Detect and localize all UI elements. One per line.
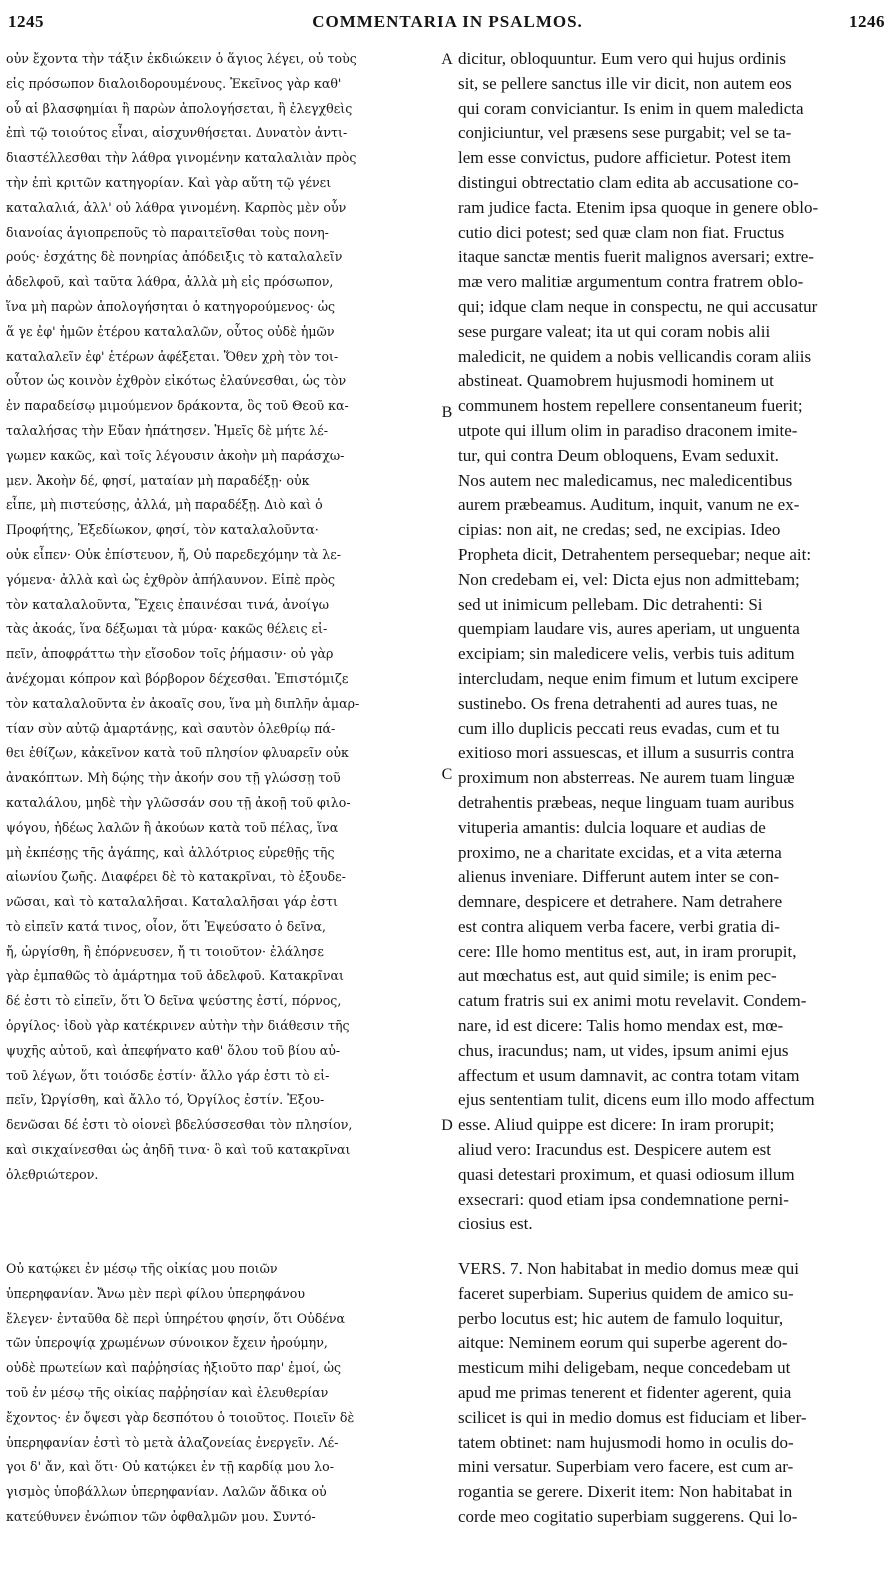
greek-text-line: καταλαλιά, ἀλλ' οὐ λάθρα γινομένη. Καρπὸς μὲν οὖν — [6, 199, 347, 215]
page-number-right: 1246 — [849, 12, 885, 31]
margin-letter-b: B — [441, 404, 453, 421]
latin-text-line: proximum non absterreas. Ne aurem tuam linguæ — [458, 768, 795, 788]
greek-text-line: τοῦ ἐν μέσῳ τῆς οἰκίας παῤῥησίαν καὶ ἐλευθερίαν — [6, 1384, 329, 1400]
greek-text-line: εἰς πρόσωπον διαλοιδορουμένους. Ἐκεῖνος γὰρ καθ' — [6, 75, 342, 91]
latin-text-line: aitque: Neminem eorum qui superbe agerent do- — [458, 1333, 788, 1353]
greek-text-line: νῶσαι, καὶ τὸ καταλαλῆσαι. Καταλαλῆσαι γάρ ἐστι — [6, 894, 338, 910]
greek-text-line: οὗ αἱ βλασφημίαι ἢ παρὼν ἀπολογήσεται, ἢ ἐλεγχθεὶς — [6, 100, 353, 116]
latin-text-line: mesticum mihi deligebam, neque concedebam ut — [458, 1358, 791, 1378]
latin-text-line: rogantia se gerere. Dixerit item: Non habitabat in — [458, 1482, 793, 1502]
latin-text-line: aliud vero: Iracundus est. Despicere autem est — [458, 1140, 771, 1160]
latin-text-line: perbo locutus est; hic autem de famulo loquitur, — [458, 1308, 784, 1328]
latin-text-line: communem hostem repellere consentaneum fuerit; — [458, 396, 803, 416]
latin-text-line: sit, se pellere sanctus ille vir dicit, non autem eos — [458, 73, 792, 93]
greek-text-line: οὗτον ὡς κοινὸν ἐχθρὸν εἰκότως ἐλαύνεσθαι, ὡς τὸν — [6, 373, 347, 389]
greek-text-line: διαστέλλεσθαι τὴν λάθρα γινομένην καταλαλιὰν πρὸς — [6, 150, 357, 166]
latin-text-line: cum illo duplicis peccati reus evadas, cum et tu — [458, 718, 780, 738]
greek-text-line: γωμεν κακῶς, καὶ τοῖς λέγουσιν ἀκοὴν μὴ παράσχω- — [6, 447, 345, 463]
greek-text-line: διανοίας ἁγιοπρεποῦς τὸ παραιτεῖσθαι τοὺς πονη- — [6, 224, 329, 240]
greek-text-line: ἀνέχομαι κόπρον καὶ βόρβορον δέχεσθαι. Ἐπιστόμιζε — [6, 670, 349, 686]
greek-text-line: ἀδελφοῦ, καὶ ταῦτα λάθρα, ἀλλὰ μὴ εἰς πρόσωπον, — [6, 274, 334, 290]
latin-text-line: VERS. 7. Non habitabat in medio domus meæ qui — [458, 1259, 799, 1278]
latin-text-line: utpote qui illum olim in paradiso draconem imite- — [458, 420, 798, 440]
greek-text-line: αἰωνίου ζωῆς. Διαφέρει δὲ τὸ κατακρῖναι, τὸ ἐξουδε- — [6, 869, 346, 885]
latin-text-line: abstineat. Quamobrem hujusmodi hominem ut — [458, 371, 774, 391]
greek-text-line: καὶ σικχαίνεσθαι ὡς ἀηδῆ τινα· ὃ καὶ τοῦ κατακρῖναι — [6, 1142, 351, 1158]
greek-text-line: οὐν ἔχοντα τὴν τάξιν ἐκδιώκειν ὁ ἅγιος λέγει, οὐ τοὺς — [6, 51, 357, 66]
greek-verse-block — [6, 1257, 354, 1530]
latin-text-line: distingui obtrectatio clam edita ab accusatione co- — [458, 172, 799, 192]
greek-text-line: τὰς ἀκοάς, ἵνα δέξωμαι τὰ μύρα· κακῶς θέλεις εἰ- — [6, 621, 328, 637]
latin-text-line: chus, iracundus; nam, ut vides, ipsum animi ejus — [458, 1040, 789, 1060]
latin-text-line: ejus sententiam tulit, dicens eum illo modo affectum — [458, 1090, 815, 1110]
greek-text-line: ψυχῆς αὐτοῦ, καὶ ἀπεφήνατο καθ' ὅλου τοῦ βίου αὐ- — [6, 1042, 341, 1058]
latin-text-line: excipiam; sin maledicere velis, verbis tuis aditum — [458, 644, 795, 664]
latin-text-line: aurem præbeamus. Auditum, inquit, vanum ne ex- — [458, 495, 800, 515]
latin-text-line: mæ vero malitiæ argumentum contra fratrem oblo- — [458, 272, 804, 292]
latin-text-line: demnare, despicere et detrahere. Nam detrahere — [458, 892, 783, 912]
greek-text-line: μὴ ἐκπέσῃς τῆς ἀγάπης, καὶ ἀλλότριος εὑρεθῇς τῆς — [6, 844, 335, 860]
latin-text-line: qui coram conviciantur. Is enim in quem maledicta — [458, 98, 804, 118]
latin-text-line: lem esse convictus, pudore afficietur. Potest item — [458, 148, 791, 168]
latin-text-line: quasi detestari proximum, et quasi odiosum illum — [458, 1164, 795, 1184]
running-title: COMMENTARIA IN PSALMOS. — [312, 12, 583, 31]
greek-text-line: ἐπὶ τῷ τοιούτος εἶναι, αἰσχυνθήσεται. Δυνατὸν ἀντι- — [6, 125, 348, 141]
latin-text-line: quempiam laudare vis, aures aperiam, ut unguenta — [458, 619, 800, 639]
greek-column — [6, 47, 436, 1524]
greek-text-line: Προφήτης, Ἐξεδίωκον, φησί, τὸν καταλαλοῦντα· — [6, 522, 319, 538]
latin-text-line: ram judice facta. Etenim ipsa quoque in genere oblo- — [458, 197, 819, 217]
latin-text-line: exsecrari: quod etiam ipsa condemnatione perni- — [458, 1189, 789, 1209]
greek-text-line: θει ἐθίζων, κἀκεῖνον κατὰ τοῦ πλησίον φλυαρεῖν οὐκ — [6, 745, 349, 761]
greek-text-line: ταλαλήσας τὴν Εὔαν ἠπάτησεν. Ἡμεῖς δὲ μήτε λέ- — [6, 422, 328, 438]
latin-text-line: affectum et usum damnavit, ac contra totam vitam — [458, 1065, 800, 1085]
greek-text-line: γισμὸς ὑποβάλλων ὑπερηφανίαν. Λαλῶν ἄδικα οὐ — [6, 1484, 327, 1500]
margin-letter-d: D — [441, 1117, 453, 1134]
greek-text-line: δέ ἐστι τὸ εἰπεῖν, ὅτι Ὁ δεῖνα ψεύστης ἐστί, πόρνος, — [6, 993, 342, 1009]
greek-text-line: τὸν καταλαλοῦντα ἐν ἀκοαῖς σου, ἵνα μὴ διπλῆν ἁμαρ- — [6, 695, 360, 711]
greek-text-line: ψόγου, ἡδέως λαλῶν ἢ ἀκούων κατὰ τοῦ πέλας, ἵνα — [6, 819, 339, 835]
latin-text-line: tatem obtinet: nam hujusmodi homo in oculis do- — [458, 1432, 794, 1452]
latin-text-line: Non credebam ei, vel: Dicta ejus non admittebam; — [458, 569, 800, 589]
latin-text-line: catum fratris sui ex animi motu revelavit. Condem- — [458, 991, 807, 1011]
latin-text-line: alienus inveniare. Differunt autem inter se con- — [458, 867, 780, 887]
latin-text-line: corde meo cogitatio superbiam suggerens. Qui lo- — [458, 1506, 798, 1526]
greek-text-line: ὀλεθριώτερον. — [6, 1166, 99, 1182]
latin-text-line: est contra aliquem verba facere, verbi gratia di- — [458, 916, 780, 936]
greek-commentary-block — [6, 47, 436, 1188]
latin-text-line: qui; idque clam neque in conspectu, ne qui accusatur — [458, 296, 818, 316]
latin-text-line: faceret superbiam. Superius quidem de amico su- — [458, 1283, 794, 1303]
latin-text-line: vituperia amantis: dulcia loquare et audias de — [458, 817, 766, 837]
greek-text-line: οὐδὲ πρωτείων καὶ παῤῥησίας ἠξιοῦτο παρ' ἐμοί, ὡς — [6, 1360, 342, 1376]
latin-verse-block — [458, 1257, 807, 1530]
latin-text-line: cere: Ille homo mentitus est, aut, in iram prorupit, — [458, 941, 797, 961]
greek-text-line: ἐν παραδείσῳ μιμούμενον δράκοντα, ὃς τοῦ Θεοῦ κα- — [6, 398, 349, 414]
greek-text-line: τὸ εἰπεῖν κατά τινος, οἷον, ὅτι Ἐψεύσατο ὁ δεῖνα, — [6, 918, 326, 934]
greek-text-line: ὑπερηφανίαν. Ἄνω μὲν περὶ φίλου ὑπερηφάνου — [6, 1285, 306, 1301]
greek-text-line: ἅ γε ἐφ' ἡμῶν ἑτέρου καταλαλῶν, οὗτος οὐδὲ ἡμῶν — [6, 323, 335, 339]
latin-text-line: ciosius est. — [458, 1214, 533, 1234]
latin-text-line: Nos autem nec maledicamus, nec maledicentibus — [458, 470, 793, 490]
latin-commentary-block — [458, 47, 888, 1237]
greek-text-line: ἵνα μὴ παρὼν ἀπολογήσηται ὁ κατηγορούμενος· ὡς — [6, 298, 336, 314]
latin-text-line: proximo, ne a charitate excidas, et a vita æterna — [458, 842, 782, 862]
latin-text-line: dicitur, obloquuntur. Eum vero qui hujus ordinis — [458, 49, 786, 68]
greek-text-line: ἔχοντος· ἐν ὄψεσι γὰρ δεσπότου ὁ τοιοῦτος. Ποιεῖν δὲ — [6, 1409, 355, 1425]
greek-text-line: ὑπερηφανίαν ἐστὶ τὸ μετὰ ἀλαζονείας ἐνεργεῖν. Λέ- — [6, 1434, 339, 1450]
greek-text-line: κατεύθυνεν ἐνώπιον τῶν ὀφθαλμῶν μου. Συντό- — [6, 1508, 316, 1524]
latin-text-line: tur, qui contra Deum obloquens, Evam seduxit. — [458, 445, 779, 465]
latin-text-line: conjiciuntur, vel præsens sese purgabit; vel se ta- — [458, 123, 792, 143]
greek-text-line: τὸν καταλαλοῦντα, Ἔχεις ἐπαινέσαι τινά, ἀνοίγω — [6, 596, 329, 612]
greek-text-line: τοῦ λέγων, ὅτι τοιόσδε ἐστίν· ἄλλο γάρ ἐστι τὸ εἰ- — [6, 1067, 330, 1083]
greek-text-line: ἤ, ὠργίσθη, ἢ ἐπόρνευσεν, ἤ τι τοιοῦτον· ἐλάλησε — [6, 943, 324, 959]
margin-letter-c: C — [441, 766, 453, 783]
latin-text-line: aut mœchatus est, aut quid simile; is enim pec- — [458, 966, 777, 986]
greek-text-line: τίαν σὺν αὐτῷ ἁμαρτάνῃς, καὶ σαυτὸν ὀλεθρίῳ πά- — [6, 720, 336, 736]
latin-text-line: sed ut inimicum pellebam. Dic detrahenti: Si — [458, 594, 763, 614]
greek-text-line: μεν. Ἀκοὴν δέ, φησί, ματαίαν μὴ παραδέξῃ· οὐκ — [6, 472, 310, 488]
greek-text-line: γόμενα· ἀλλὰ καὶ ὡς ἐχθρὸν ἀπήλαυνον. Εἰπὲ πρὸς — [6, 571, 336, 587]
greek-text-line: γὰρ ἐμπαθῶς τὸ ἁμάρτημα τοῦ ἀδελφοῦ. Κατακρῖναι — [6, 968, 344, 984]
latin-text-line: sese purgare valeat; ita ut qui coram nobis alii — [458, 321, 771, 341]
greek-text-line: εἶπε, μὴ πιστεύσῃς, ἀλλά, μὴ παραδέξῃ. Διὸ καὶ ὁ — [6, 497, 323, 513]
latin-text-line: mini versatur. Superbiam vero facere, est cum ar- — [458, 1457, 794, 1477]
latin-text-line: itaque sanctæ mentis fuerit malignos aversari; extre- — [458, 247, 814, 267]
greek-text-line: γοι δ' ἄν, καὶ ὅτι· Οὐ κατῴκει ἐν τῇ καρδίᾳ μου λο- — [6, 1459, 334, 1475]
greek-text-line: ἀνακόπτων. Μὴ δῴης τὴν ἀκοήν σου τῇ γλώσσῃ τοῦ — [6, 770, 341, 786]
latin-text-line: cipias: non ait, ne credas; sed, ne excipias. Ideo — [458, 520, 781, 540]
latin-text-line: nare, id est dicere: Talis homo mendax est, mœ- — [458, 1016, 784, 1036]
latin-text-line: Propheta dicit, Detrahentem persequebar; neque ait: — [458, 544, 812, 564]
latin-text-line: esse. Aliud quippe est dicere: In iram prorupit; — [458, 1115, 775, 1135]
latin-text-line: maledicit, ne quidem a nobis vellicandis coram aliis — [458, 346, 812, 366]
latin-text-line: intercludam, neque enim fimum et lutum excipere — [458, 668, 799, 688]
greek-text-line: τὴν ἐπὶ κριτῶν κατηγορίαν. Καὶ γὰρ αὕτη τῷ γένει — [6, 174, 332, 190]
greek-text-line: ὀργίλος· ἰδοὺ γὰρ κατέκρινεν αὐτὴν τὴν διάθεσιν τῆς — [6, 1018, 350, 1034]
greek-text-line: Οὐ κατῴκει ἐν μέσῳ τῆς οἰκίας μου ποιῶν — [6, 1261, 278, 1276]
latin-text-line: apud me primas tenerent et fidenter agerent, quia — [458, 1382, 792, 1402]
latin-column — [458, 47, 888, 1526]
latin-text-line: sustinebo. Os frena detrahenti ad aures tuas, ne — [458, 693, 778, 713]
greek-text-line: δενῶσαι δέ ἐστι τὸ οἱονεὶ βδελύσσεσθαι τὸν πλησίον, — [6, 1117, 353, 1133]
running-head — [0, 12, 895, 42]
greek-text-line: ἔλεγεν· ἐνταῦθα δὲ περὶ ὑπηρέτου φησίν, ὅτι Οὐδένα — [6, 1310, 346, 1326]
margin-letter-a: A — [441, 51, 453, 68]
greek-text-line: καταλαλεῖν ἐφ' ἑτέρων ἀφέξεται. Ὅθεν χρὴ τὸν τοι- — [6, 348, 339, 364]
greek-text-line: πεῖν, Ὠργίσθη, καὶ ἄλλο τό, Ὀργίλος ἐστίν. Ἐξου- — [6, 1092, 325, 1108]
greek-text-line: τῶν ὑπεροψίᾳ χρωμένων σύνοικον ἔχειν ἠρούμην, — [6, 1335, 328, 1351]
greek-text-line: πεῖν, ἀποφράττω τὴν εἴσοδον τοῖς ῥήμασιν· οὐ γὰρ — [6, 646, 334, 662]
greek-text-line: καταλάλου, μηδὲ τὴν γλῶσσάν σου τῇ ἀκοῇ τοῦ φιλο- — [6, 794, 351, 810]
latin-text-line: scilicet is qui in medio domus est fiduciam et liber- — [458, 1407, 807, 1427]
greek-text-line: ρούς· ἐσχάτης δὲ πονηρίας ἀπόδειξις τὸ καταλαλεῖν — [6, 249, 343, 265]
greek-text-line: οὐκ εἶπεν· Οὐκ ἐπίστευον, ἤ, Οὐ παρεδεχόμην τὰ λε- — [6, 546, 342, 562]
latin-text-line: cutio dici potest; sed quæ clam non fiat. Fructus — [458, 222, 785, 242]
latin-text-line: exitioso mori assuescas, et illum a susurris contra — [458, 743, 795, 763]
page-number-left: 1245 — [8, 12, 44, 31]
latin-text-line: detrahentis præbeas, neque linguam tuam auribus — [458, 792, 795, 812]
